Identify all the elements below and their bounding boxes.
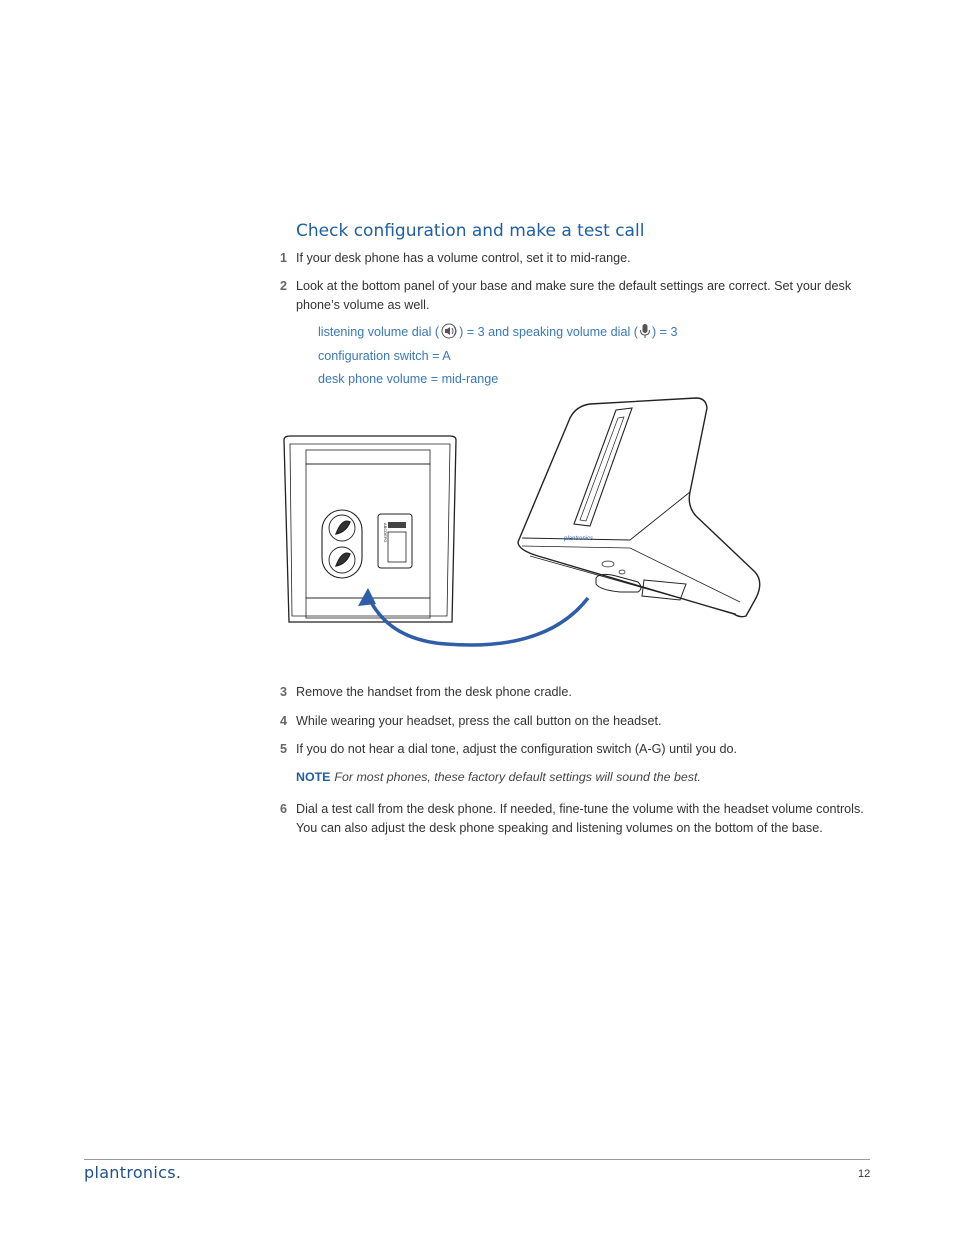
- step-text: Dial a test call from the desk phone. If needed, fine-tune the volume with the headset volume controls. You can also adjust the desk phone speaking and listening volumes on the bottom of the base.: [296, 802, 864, 835]
- step-text: Look at the bottom panel of your base and make sure the default settings are correct. Set your desk phone’s volume as well.: [296, 279, 852, 312]
- desk-phone-volume-setting: desk phone volume = mid-range: [318, 372, 499, 386]
- step-6: [280, 800, 872, 838]
- step-number: 3: [280, 685, 288, 699]
- step-number: 6: [280, 802, 288, 816]
- step-text: Remove the handset from the desk phone cradle.: [296, 685, 572, 699]
- step-1: [280, 249, 872, 268]
- config-switch-setting: configuration switch = A: [318, 349, 451, 363]
- base-brand-label: plantronics: [564, 536, 594, 542]
- step-number: 4: [280, 714, 288, 728]
- step-text: If you do not hear a dial tone, adjust the configuration switch (A-G) until you do.: [296, 742, 738, 756]
- page-title: Check configuration and make a test call: [296, 221, 645, 241]
- footer-divider: [84, 1159, 870, 1160]
- listening-setting-prefix: listening volume dial (: [318, 325, 440, 339]
- base-illustration: [270, 392, 770, 654]
- curved-arrow: [368, 596, 588, 645]
- step-4: [280, 712, 872, 731]
- volume-dial-setting: [318, 323, 678, 345]
- speaker-volume-icon: [439, 323, 459, 345]
- microphone-icon: [638, 323, 652, 345]
- note-label: NOTE: [296, 770, 331, 784]
- step-text: While wearing your headset, press the call button on the headset.: [296, 714, 662, 728]
- step-5: [280, 740, 872, 759]
- step-number: 2: [280, 279, 288, 293]
- arrow-head: [358, 588, 376, 606]
- plantronics-logo: plantronics.: [84, 1163, 182, 1182]
- listening-setting-suffix: ) = 3 and speaking volume dial (: [459, 325, 638, 339]
- step-3: [280, 683, 872, 702]
- base-tilted-view: [518, 398, 760, 617]
- note-text: For most phones, these factory default settings will sound the best.: [334, 770, 701, 784]
- note: [296, 768, 701, 787]
- speaking-setting-suffix: ) = 3: [651, 325, 678, 339]
- switch-letters: ABCDEFG: [383, 523, 388, 543]
- step-text: If your desk phone has a volume control, set it to mid-range.: [296, 251, 631, 265]
- step-number: 1: [280, 251, 288, 265]
- step-2: [280, 277, 872, 315]
- step-number: 5: [280, 742, 288, 756]
- page-number: 12: [858, 1168, 871, 1180]
